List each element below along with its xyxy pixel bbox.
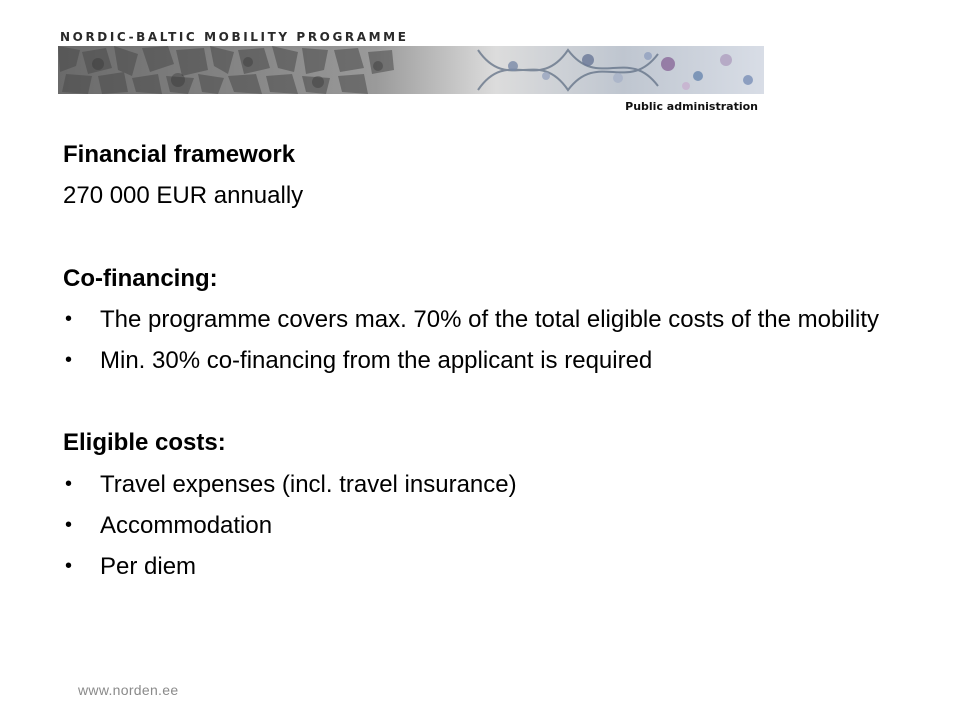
eligible-cost-item [63, 552, 903, 581]
bullet-icon: • [65, 307, 73, 330]
bullet-icon: • [65, 555, 73, 578]
cofinancing-item-text: Min. 30% co-financing from the applicant is required [100, 347, 653, 375]
slide-content [63, 140, 903, 581]
cofinancing-heading: Co-financing: [63, 264, 218, 292]
header-banner [58, 26, 766, 118]
programme-subtitle: Public administration [625, 100, 758, 113]
cofinancing-item-text: The programme covers max. 70% of the total eligible costs of the mobility [100, 305, 880, 333]
eligible-cost-item [63, 470, 903, 499]
cofinancing-item [63, 346, 903, 375]
bullet-icon: • [65, 513, 73, 536]
financial-framework-heading: Financial framework [63, 141, 296, 168]
financial-amount: 270 000 EUR annually [63, 182, 304, 210]
eligible-cost-item [63, 511, 903, 540]
bullet-icon: • [65, 472, 73, 495]
cofinancing-item [63, 305, 903, 334]
banner-collage-image [58, 46, 764, 94]
eligible-cost-text: Per diem [100, 553, 197, 581]
bullet-icon: • [65, 349, 73, 372]
eligible-cost-text: Travel expenses (incl. travel insurance) [100, 470, 517, 498]
eligible-cost-text: Accommodation [100, 511, 273, 539]
programme-title: NORDIC-BALTIC MOBILITY PROGRAMME [60, 30, 409, 44]
eligible-costs-heading: Eligible costs: [63, 429, 226, 457]
footer-url: www.norden.ee [78, 682, 179, 698]
